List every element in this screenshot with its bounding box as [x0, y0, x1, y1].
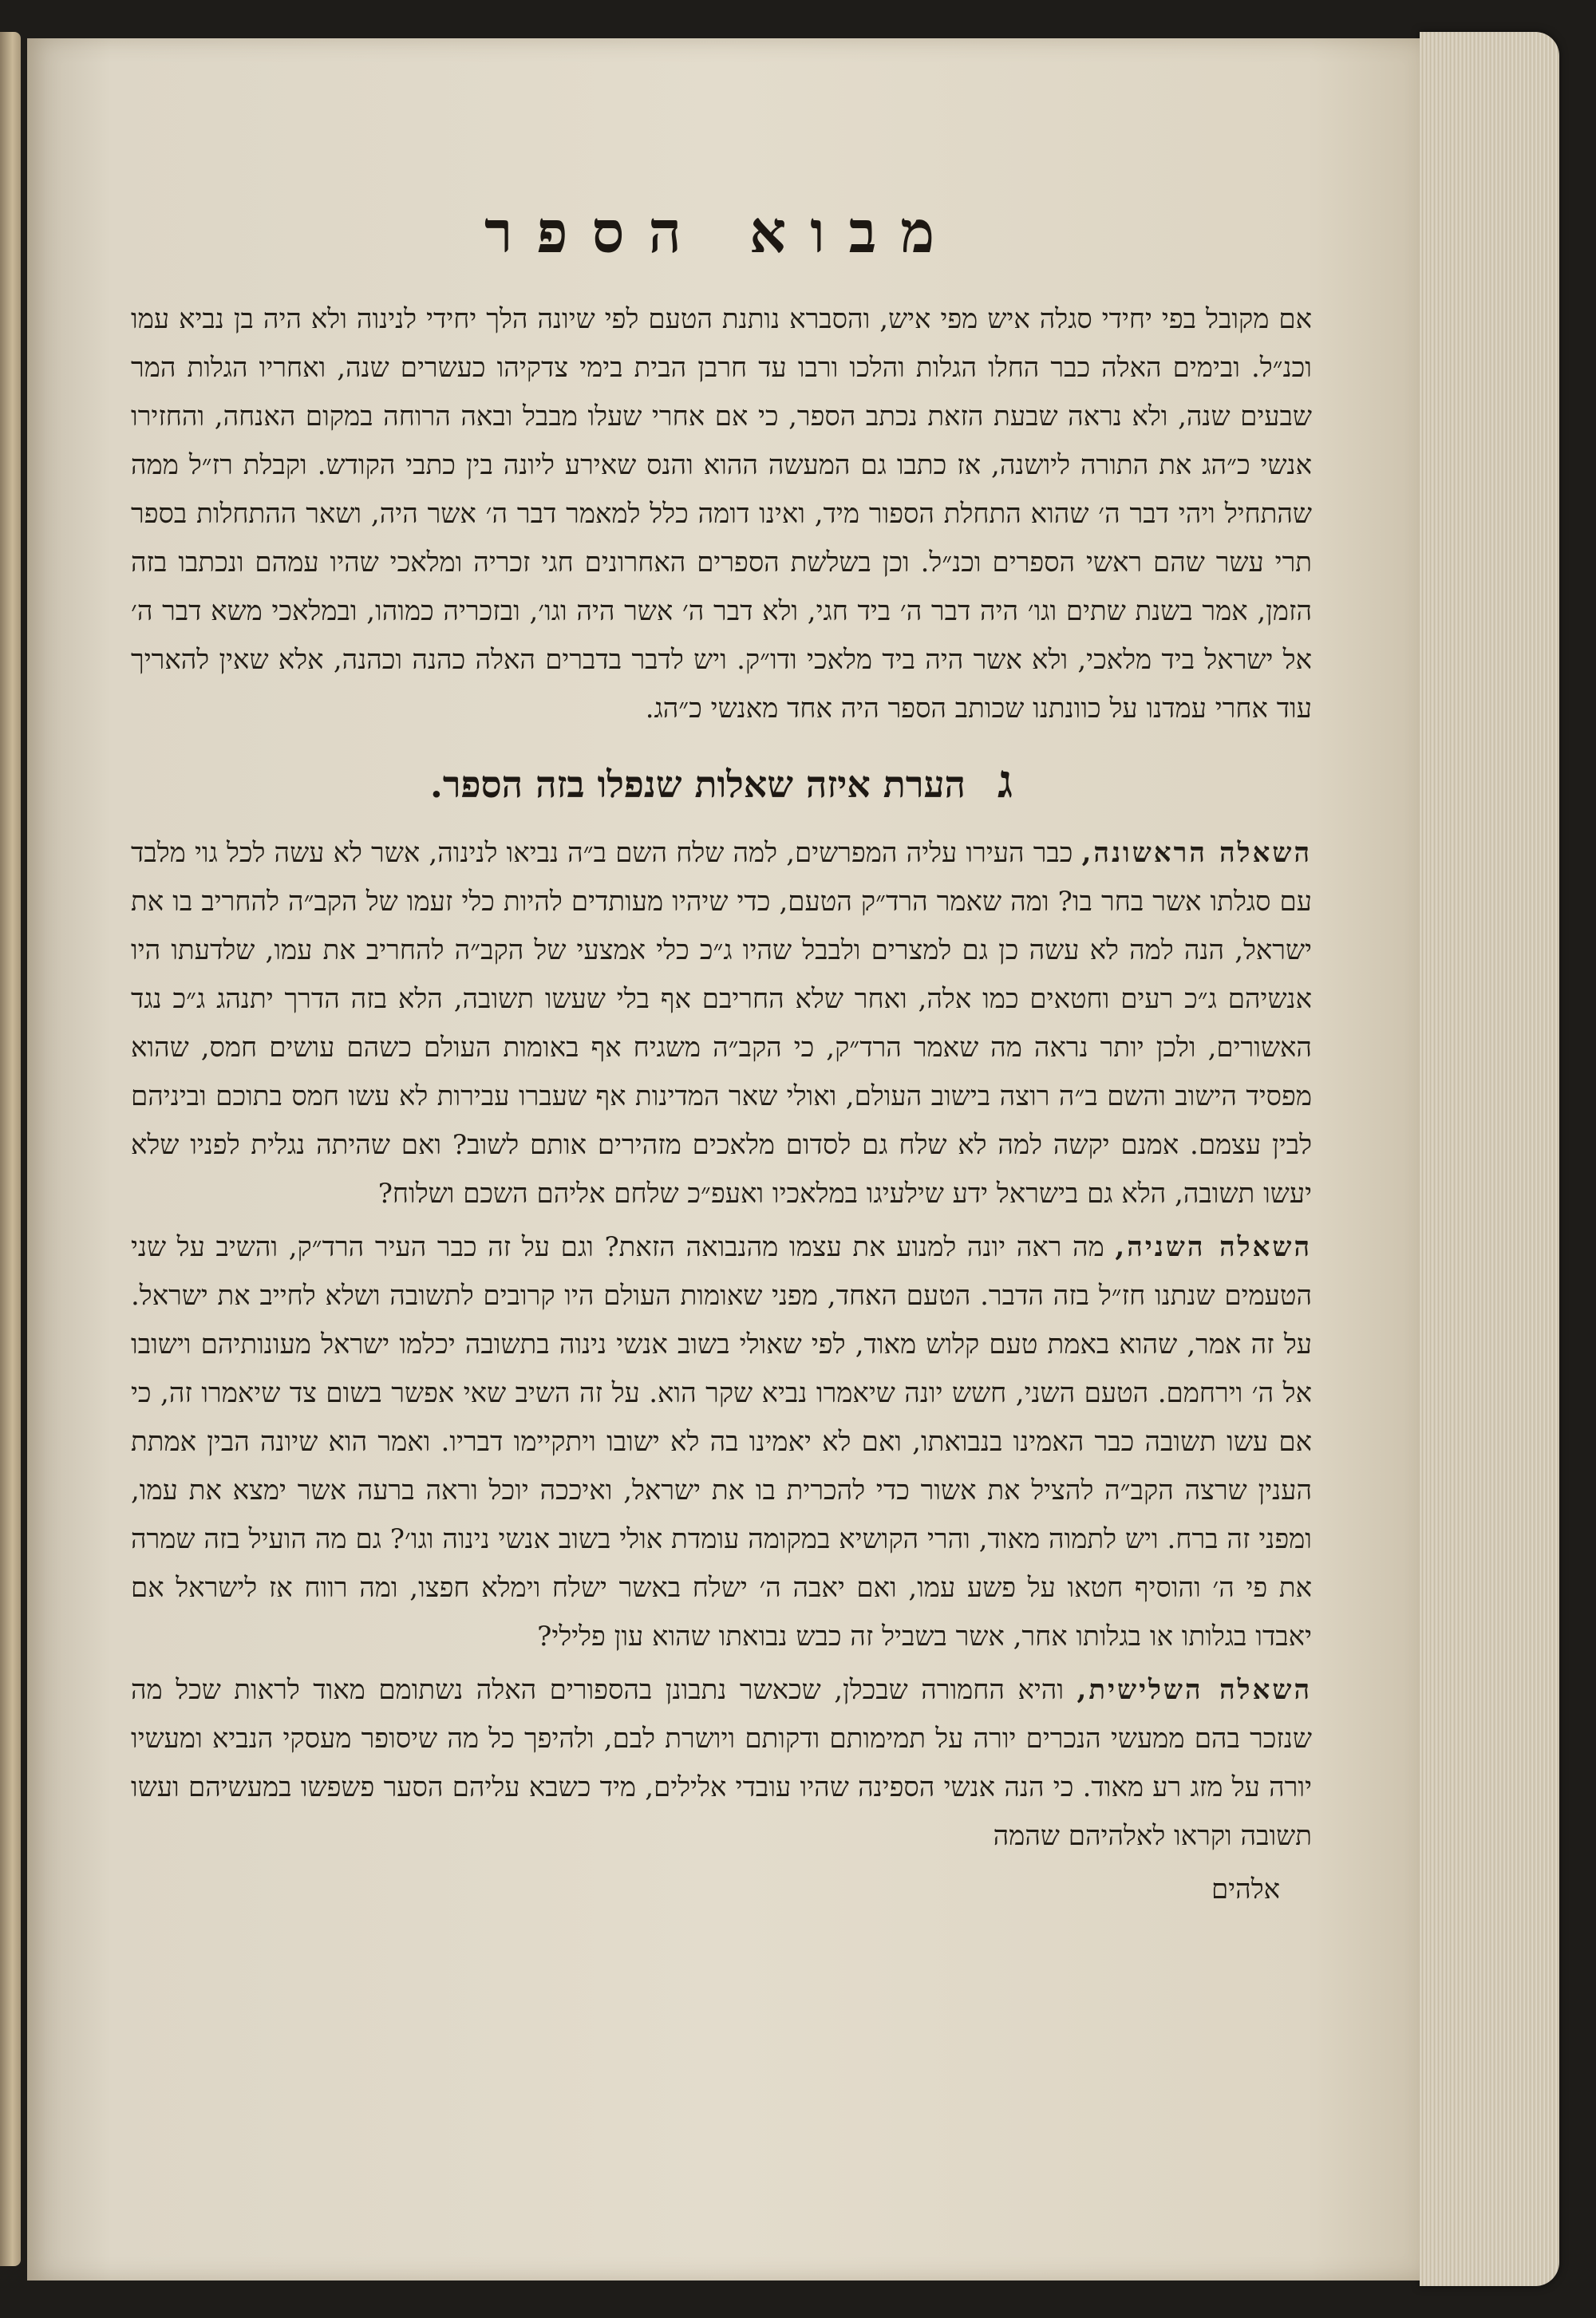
question-2-paragraph — [131, 1223, 1312, 1661]
section-letter: ג — [997, 754, 1013, 808]
question-3-paragraph — [131, 1666, 1312, 1861]
book-page-edges — [1420, 32, 1559, 2286]
section-heading — [131, 754, 1312, 808]
question-2-label: השאלה השניה, — [1115, 1231, 1312, 1263]
question-1-text: כבר העירו עליה המפרשים, למה שלח השם ב״ה נביאו לנינוה, אשר לא עשה לכל גוי מלבד עם סגלתו אשר בחר בו? ומה שאמר הרד״ק הטעם, כדי שיהיו מעותדים להיות כלי זעמו של הקב״ה להחריב בו את ישראל, הנה למה לא עשה כן גם למצרים ולבבל שהיו ג״כ כלי אמצעי של הקב״ה להחריב את עמו, שלדעתו היו אנשיהם ג״כ רעים וחטאים כמו אלה, ואחר שלא החריבם אף בלי שעשו תשובה, הלא בזה הדרך יתנהג ג״כ נגד האשורים, ולכן יותר נראה מה שאמר הרד״ק, כי הקב״ה משגיח אף באומות העולם כשהם עושים חמס, שהוא מפסיד הישוב והשם ב״ה רוצה בישוב העולם, ואולי שאר המדינות אף שעברו עבירות לא עשו חמס בתוכם וביניהם לבין עצמם. אמנם יקשה למה לא שלח גם לסדום מלאכים מזהירים אותם לשוב? ואם שהיתה נגלית לפניו שלא יעשו תשובה, הלא גם בישראל ידע שילעיגו במלאכיו ואעפ״כ שלחם אליהם השכם ושלוח? — [131, 837, 1312, 1210]
previous-page-edge — [0, 32, 21, 2266]
page-content — [131, 198, 1312, 1914]
question-1-paragraph — [131, 829, 1312, 1218]
book-page — [27, 38, 1420, 2280]
section-heading-text: הערת איזה שאלות שנפלו בזה הספר. — [429, 763, 966, 806]
question-2-text: מה ראה יונה למנוע את עצמו מהנבואה הזאת? וגם על זה כבר העיר הרד״ק, והשיב על שני הטעמים שנתנו חז״ל בזה הדבר. הטעם האחד, מפני שאומות העולם היו קרובים לתשובה ושלא לחייב את ישראל. על זה אמר, שהוא באמת טעם קלוש מאוד, לפי שאולי בשוב אנשי נינוה בתשובה יכלמו ישראל מעונותיהם וישובו אל ה׳ וירחמם. הטעם השני, חשש יונה שיאמרו נביא שקר הוא. על זה השיב שאי אפשר בשום צד שיאמרו זה, כי אם עשו תשובה כבר האמינו בנבואתו, ואם לא יאמינו בה לא ישובו ויתקיימו דבריו. ואמר הוא שיונה הבין אמתת הענין שרצה הקב״ה להציל את אשור כדי להכרית בו את ישראל, ואיככה יוכל וראה ברעה אשר ימצא את עמו, ומפני זה ברח. ויש לתמוה מאוד, והרי הקושיא במקומה עומדת אולי בשוב אנשי נינוה וגו׳? גם מה הועיל בזה שמרה את פי ה׳ והוסיף חטאו על פשע עמו, ואם יאבה ה׳ ישלח באשר ישלח וימלא חפצו, ומה רווח אז לישראל אם יאבדו בגלותו או בגלותו אחר, אשר בשביל זה כבש נבואתו שהוא עון פלילי? — [131, 1231, 1313, 1653]
intro-paragraph: אם מקובל בפי יחידי סגלה איש מפי איש, והסברא נותנת הטעם לפי שיונה הלך יחידי לנינוה ולא היה בן נביא עמו וכנ״ל. ובימים האלה כבר החלו הגלות והלכו ורבו עד חרבן הבית בימי צדקיהו כעשרים שנה, ואחריו הגלות המר שבעים שנה, ולא נראה שבעת הזאת נכתב הספר, כי אם אחרי שעלו מבבל ובאה הרוחה במקום האנחה, והחזירו אנשי כ״הג את התורה ליושנה, אז כתבו גם המעשה ההוא והנס שאירע ליונה בין כתבי הקודש. וקבלת רז״ל ממה שהתחיל ויהי דבר ה׳ שהוא התחלת הספור מיד, ואינו דומה כלל למאמר דבר ה׳ אשר היה, ושאר ההתחלות בספר תרי עשר שהם ראשי הספרים וכנ״ל. וכן בשלשת הספרים האחרונים חגי זכריה ומלאכי שהיו עמהם ונכתבו בזה הזמן, אמר בשנת שתים וגו׳ היה דבר ה׳ ביד חגי, ולא דבר ה׳ אשר היה וגו׳, ובזכריה כמוהו, ובמלאכי משא דבר ה׳ אל ישראל ביד מלאכי, ולא אשר היה ביד מלאכי ודו״ק. ויש לדבר בדברים האלה כהנה וכהנה, אלא שאין להאריך עוד אחרי עמדנו על כוונתנו שכותב הספר היה אחד מאנשי כ״הג. — [131, 303, 1313, 725]
question-1-label: השאלה הראשונה, — [1081, 837, 1313, 869]
catchword: אלהים — [1211, 1874, 1280, 1905]
question-3-text: והיא החמורה שבכלן, שכאשר נתבונן בהספורים האלה נשתומם מאוד לראות שכל מה שנזכר בהם ממעשי הנכרים יורה על תמימותם ודקותם ויושרת לבם, ולהיפך כל מה שיסופר מעסקי הנביא ומעשיו יורה על מזג רע מאוד. כי הנה אנשי הספינה שהיו עובדי אלילים, מיד כשבא עליהם הסער פשפשו במעשיהם ועשו תשובה וקראו לאלהיהם שהמה — [131, 1674, 1312, 1852]
question-3-label: השאלה השלישית, — [1077, 1674, 1312, 1706]
page-title: מבוא הספר — [484, 198, 958, 266]
